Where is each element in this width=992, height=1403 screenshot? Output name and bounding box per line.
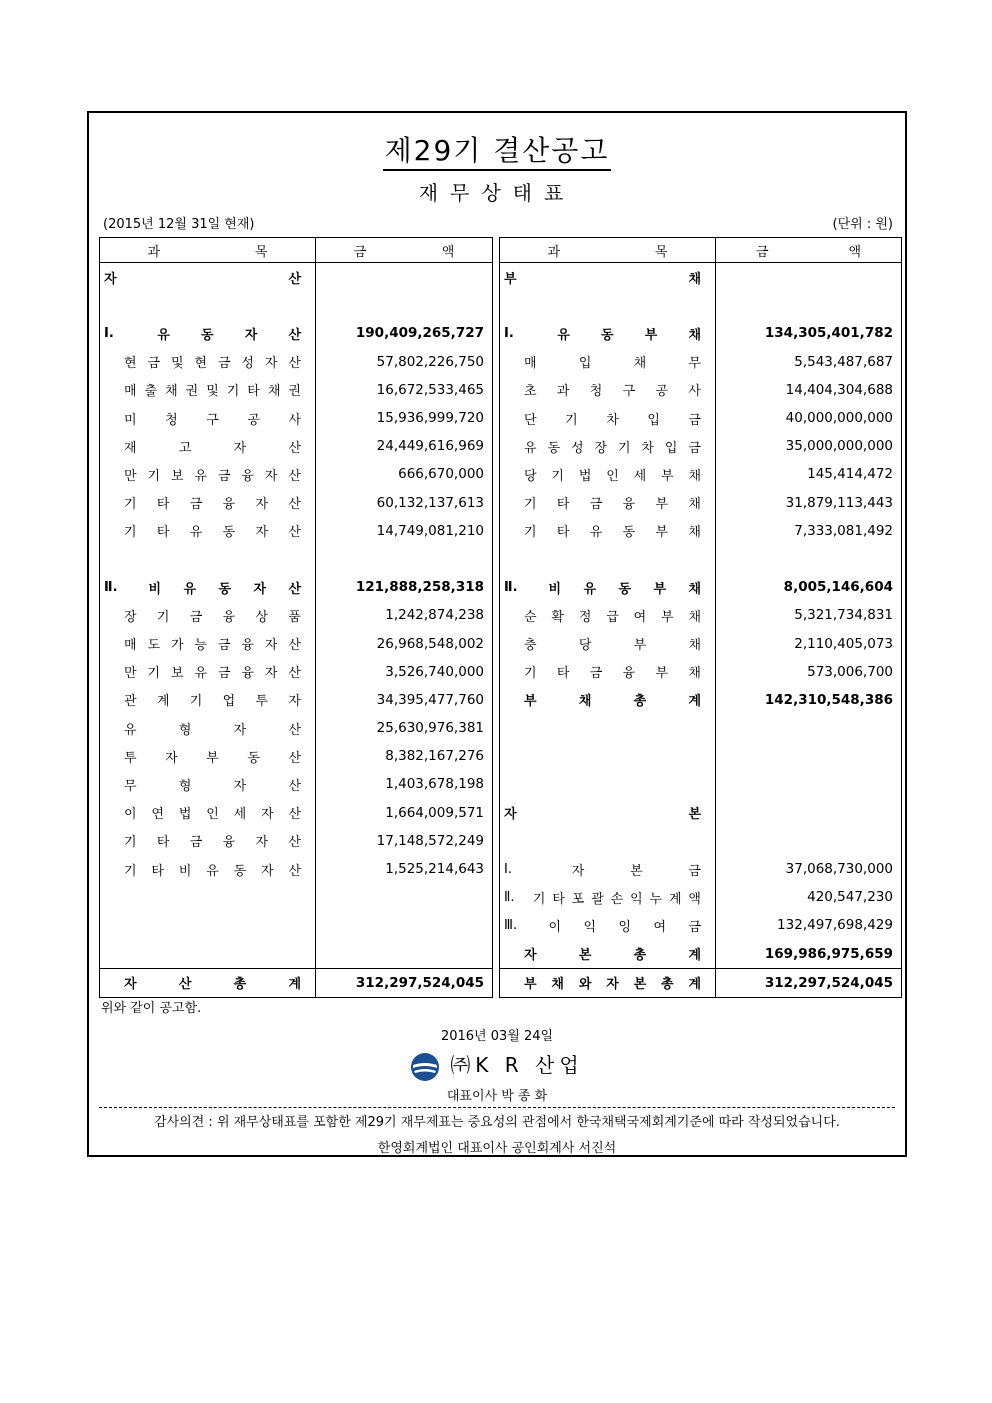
- table-row: [500, 432, 902, 460]
- row-label: 만 기 보 유 금 융 자 산: [100, 460, 316, 488]
- table-row: [100, 770, 493, 798]
- row-amount: [316, 883, 493, 911]
- row-label: [100, 911, 316, 939]
- row-label: [500, 770, 716, 798]
- row-label: 유 형 자 산: [100, 714, 316, 742]
- row-amount: 37,068,730,000: [716, 855, 902, 883]
- row-amount: 8,382,167,276: [316, 742, 493, 770]
- table-row: [500, 714, 902, 742]
- row-label: 기 타 금 융 부 채: [500, 658, 716, 686]
- row-label: [500, 827, 716, 855]
- row-amount: 1,525,214,643: [316, 855, 493, 883]
- table-row: [500, 968, 902, 997]
- row-amount: [716, 827, 902, 855]
- table-row: [100, 855, 493, 883]
- row-amount: 7,333,081,492: [716, 517, 902, 545]
- row-amount: [316, 545, 493, 573]
- table-row: [100, 883, 493, 911]
- row-amount: 145,414,472: [716, 460, 902, 488]
- row-amount: 142,310,548,386: [716, 686, 902, 714]
- row-label: 기 타 금 융 부 채: [500, 489, 716, 517]
- table-row: [100, 319, 493, 347]
- row-amount: 26,968,548,002: [316, 629, 493, 657]
- table-row: [500, 855, 902, 883]
- table-row: [100, 348, 493, 376]
- row-amount: 40,000,000,000: [716, 404, 902, 432]
- row-amount: [716, 545, 902, 573]
- row-label: [100, 291, 316, 319]
- header-item: 과 목: [500, 238, 716, 263]
- row-label: 기 타 비 유 동 자 산: [100, 855, 316, 883]
- row-amount: 573,006,700: [716, 658, 902, 686]
- row-amount: 24,449,616,969: [316, 432, 493, 460]
- table-row: [100, 601, 493, 629]
- table-row: [100, 968, 493, 997]
- header-amount: 금 액: [716, 238, 902, 263]
- publish-date: 2016년 03월 24일: [440, 1029, 554, 1044]
- row-label: 기 타 금 융 자 산: [100, 489, 316, 517]
- row-amount: 420,547,230: [716, 883, 902, 911]
- row-amount: [316, 911, 493, 939]
- table-row: [100, 911, 493, 939]
- row-amount: 121,888,258,318: [316, 573, 493, 601]
- row-label: [500, 714, 716, 742]
- row-label: 자 본 총 계: [500, 940, 716, 969]
- row-amount: 14,404,304,688: [716, 376, 902, 404]
- row-amount: [316, 940, 493, 969]
- row-amount: [716, 263, 902, 292]
- table-row: [500, 376, 902, 404]
- row-label: 단 기 차 입 금: [500, 404, 716, 432]
- row-label: [100, 940, 316, 969]
- row-label: Ⅰ. 자 본 금: [500, 855, 716, 883]
- table-row: [500, 799, 902, 827]
- row-label: 이 연 법 인 세 자 산: [100, 799, 316, 827]
- row-amount: 34,395,477,760: [316, 686, 493, 714]
- table-row: [100, 545, 493, 573]
- row-label: [100, 545, 316, 573]
- row-label: 매 출 채 권 및 기 타 채 권: [100, 376, 316, 404]
- audit-opinion: 감사의견 : 위 재무상태표를 포함한 제29기 재무제표는 중요성의 관점에서 한국채택국제회계기준에 따라 작성되었습니다.: [154, 1115, 840, 1130]
- row-amount: 57,802,226,750: [316, 348, 493, 376]
- table-row: [100, 517, 493, 545]
- row-label: 기 타 유 동 부 채: [500, 517, 716, 545]
- row-amount: [716, 770, 902, 798]
- table-row: [100, 404, 493, 432]
- row-label: 부 채 총 계: [500, 686, 716, 714]
- row-amount: [316, 291, 493, 319]
- row-label: 관 계 기 업 투 자: [100, 686, 316, 714]
- row-amount: 60,132,137,613: [316, 489, 493, 517]
- row-label: 매 도 가 능 금 융 자 산: [100, 629, 316, 657]
- row-amount: 3,526,740,000: [316, 658, 493, 686]
- row-amount: 5,321,734,831: [716, 601, 902, 629]
- table-row: [100, 263, 493, 292]
- table-row: [500, 629, 902, 657]
- row-label: 부 채: [500, 263, 716, 292]
- table-row: [100, 686, 493, 714]
- table-row: [500, 601, 902, 629]
- row-label: Ⅲ. 이 익 잉 여 금: [500, 911, 716, 939]
- row-label: 초 과 청 구 공 사: [500, 376, 716, 404]
- row-label: Ⅱ. 비 유 동 자 산: [100, 573, 316, 601]
- row-amount: 1,242,874,238: [316, 601, 493, 629]
- row-label: 순 확 정 급 여 부 채: [500, 601, 716, 629]
- row-label: 미 청 구 공 사: [100, 404, 316, 432]
- table-row: [100, 573, 493, 601]
- notice-text: 위와 같이 공고함.: [101, 1001, 202, 1016]
- table-row: [500, 911, 902, 939]
- row-amount: [716, 714, 902, 742]
- statement-title: 재무상태표: [418, 181, 576, 205]
- table-row: [500, 940, 902, 969]
- table-row: [500, 460, 902, 488]
- table-row: [500, 770, 902, 798]
- row-label: Ⅱ. 기 타 포 괄 손 익 누 계 액: [500, 883, 716, 911]
- table-row: [500, 319, 902, 347]
- row-label: [500, 742, 716, 770]
- row-label: [500, 291, 716, 319]
- row-label: 유 동 성 장 기 차 입 금: [500, 432, 716, 460]
- row-label: 재 고 자 산: [100, 432, 316, 460]
- row-amount: 8,005,146,604: [716, 573, 902, 601]
- row-label: 만 기 보 유 금 융 자 산: [100, 658, 316, 686]
- row-amount: 169,986,975,659: [716, 940, 902, 969]
- row-amount: 666,670,000: [316, 460, 493, 488]
- header-amount: 금 액: [316, 238, 493, 263]
- table-row: [500, 686, 902, 714]
- row-label: 당 기 법 인 세 부 채: [500, 460, 716, 488]
- row-amount: 5,543,487,687: [716, 348, 902, 376]
- row-label: 장 기 금 융 상 품: [100, 601, 316, 629]
- row-amount: 16,672,533,465: [316, 376, 493, 404]
- table-row: [500, 404, 902, 432]
- row-label: 자 산 총 계: [100, 968, 316, 997]
- row-label: 충 당 부 채: [500, 629, 716, 657]
- company-logo-icon: [410, 1052, 440, 1082]
- row-label: 자 산: [100, 263, 316, 292]
- row-amount: 15,936,999,720: [316, 404, 493, 432]
- table-row: [100, 489, 493, 517]
- table-row: [500, 573, 902, 601]
- row-label: 기 타 금 융 자 산: [100, 827, 316, 855]
- row-amount: 132,497,698,429: [716, 911, 902, 939]
- table-row: [500, 742, 902, 770]
- row-amount: 312,297,524,045: [716, 968, 902, 997]
- statement-date: (2015년 12월 31일 현재): [103, 217, 255, 232]
- table-row: [500, 658, 902, 686]
- table-row: [100, 376, 493, 404]
- row-amount: 35,000,000,000: [716, 432, 902, 460]
- row-label: Ⅱ. 비 유 동 부 채: [500, 573, 716, 601]
- table-row: [500, 517, 902, 545]
- table-row: [500, 348, 902, 376]
- table-row: [500, 545, 902, 573]
- row-label: 무 형 자 산: [100, 770, 316, 798]
- table-row: [100, 291, 493, 319]
- row-label: 부 채 와 자 본 총 계: [500, 968, 716, 997]
- assets-table: [99, 237, 493, 998]
- row-label: [100, 883, 316, 911]
- row-label: 기 타 유 동 자 산: [100, 517, 316, 545]
- table-row: [100, 827, 493, 855]
- company-name: ㈜K R 산업: [89, 1049, 905, 1082]
- row-label: Ⅰ. 유 동 부 채: [500, 319, 716, 347]
- table-row: [500, 489, 902, 517]
- table-row: [100, 658, 493, 686]
- auditor-name: 한영회계법인 대표이사 공인회계사 서진석: [377, 1141, 617, 1156]
- row-amount: [716, 799, 902, 827]
- table-row: [500, 263, 902, 292]
- divider: [99, 1107, 895, 1108]
- row-amount: [316, 263, 493, 292]
- row-amount: 25,630,976,381: [316, 714, 493, 742]
- page-title: 제29기 결산공고: [89, 129, 905, 169]
- row-amount: 31,879,113,443: [716, 489, 902, 517]
- row-amount: 14,749,081,210: [316, 517, 493, 545]
- table-row: [100, 629, 493, 657]
- table-row: [500, 883, 902, 911]
- row-amount: 1,664,009,571: [316, 799, 493, 827]
- announcement-frame: [87, 111, 907, 1157]
- row-amount: 134,305,401,782: [716, 319, 902, 347]
- row-amount: [716, 742, 902, 770]
- row-label: 매 입 채 무: [500, 348, 716, 376]
- table-row: [100, 714, 493, 742]
- table-row: [100, 940, 493, 969]
- table-row: [100, 742, 493, 770]
- row-label: [500, 545, 716, 573]
- table-row: [100, 432, 493, 460]
- header-item: 과 목: [100, 238, 316, 263]
- row-amount: [716, 291, 902, 319]
- row-label: Ⅰ. 유 동 자 산: [100, 319, 316, 347]
- row-amount: 312,297,524,045: [316, 968, 493, 997]
- unit-label: (단위 : 원): [832, 217, 893, 232]
- table-row: [100, 799, 493, 827]
- row-label: 투 자 부 동 산: [100, 742, 316, 770]
- row-amount: 190,409,265,727: [316, 319, 493, 347]
- ceo-name: 대표이사 박 종 화: [446, 1089, 548, 1104]
- liabilities-equity-table: [499, 237, 902, 998]
- table-row: [500, 291, 902, 319]
- row-amount: 2,110,405,073: [716, 629, 902, 657]
- row-label: 자 본: [500, 799, 716, 827]
- row-amount: 1,403,678,198: [316, 770, 493, 798]
- row-amount: 17,148,572,249: [316, 827, 493, 855]
- row-label: 현 금 및 현 금 성 자 산: [100, 348, 316, 376]
- table-row: [500, 827, 902, 855]
- table-row: [100, 460, 493, 488]
